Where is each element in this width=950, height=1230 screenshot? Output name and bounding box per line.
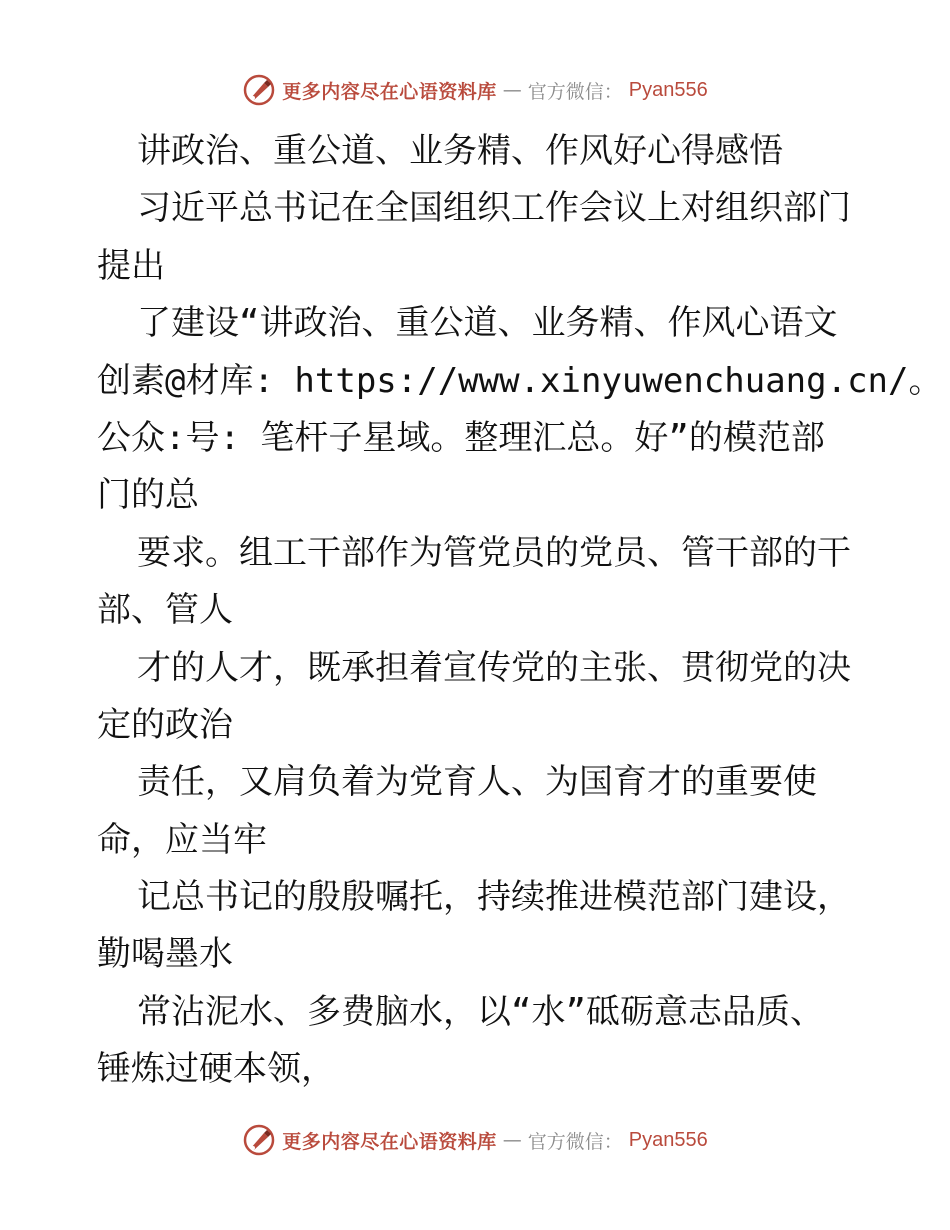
footer-wechat-label: 官方微信：: [527, 1130, 623, 1153]
text-line: 了建设“讲政治、重公道、业务精、作风心语文: [137, 303, 838, 344]
text-line: 责任，又肩负着为党育人、为国育才的重要使: [137, 762, 817, 803]
text-line: 要求。组工干部作为管党员的党员、管干部的干: [137, 532, 851, 573]
text-line: 部、管人: [97, 590, 233, 631]
text-line: 公众:号: 笔杆子星域。整理汇总。好”的模范部: [97, 417, 825, 458]
header-wechat-id: Pyan556: [628, 78, 708, 101]
pen-logo-icon: [242, 73, 276, 107]
text-line: 勤喝墨水: [97, 934, 233, 975]
text-line: 才的人才，既承担着宣传党的主张、贯彻党的决: [137, 647, 851, 688]
text-line: 习近平总书记在全国组织工作会议上对组织部门: [137, 188, 851, 229]
text-line: 门的总: [97, 475, 199, 516]
footer-banner[interactable]: [0, 1120, 950, 1160]
header-banner-text: 更多内容尽在心语资料库: [282, 80, 497, 103]
text-line: 锤炼过硬本领，: [97, 1049, 335, 1090]
text-line: 常沾泥水、多费脑水，以“水”砥砺意志品质、: [137, 991, 824, 1032]
footer-banner-dash: —: [502, 1129, 522, 1151]
document-body: [97, 123, 943, 1099]
footer-banner-text: 更多内容尽在心语资料库: [282, 1130, 497, 1153]
text-line: 提出: [97, 245, 165, 286]
text-line: 创素@材库: https://www.xinyuwenchuang.cn/。: [97, 360, 943, 401]
header-wechat-label: 官方微信：: [527, 80, 623, 103]
header-banner-dash: —: [502, 79, 522, 101]
text-line: 命，应当牢: [97, 819, 267, 860]
pen-logo-icon: [242, 1123, 276, 1157]
document-title: 讲政治、重公道、业务精、作风好心得感悟: [137, 131, 783, 171]
header-banner[interactable]: [0, 70, 950, 110]
footer-wechat-id: Pyan556: [628, 1128, 708, 1151]
text-line: 定的政治: [97, 704, 233, 745]
text-line: 记总书记的殷殷嘱托，持续推进模范部门建设，: [137, 877, 851, 918]
